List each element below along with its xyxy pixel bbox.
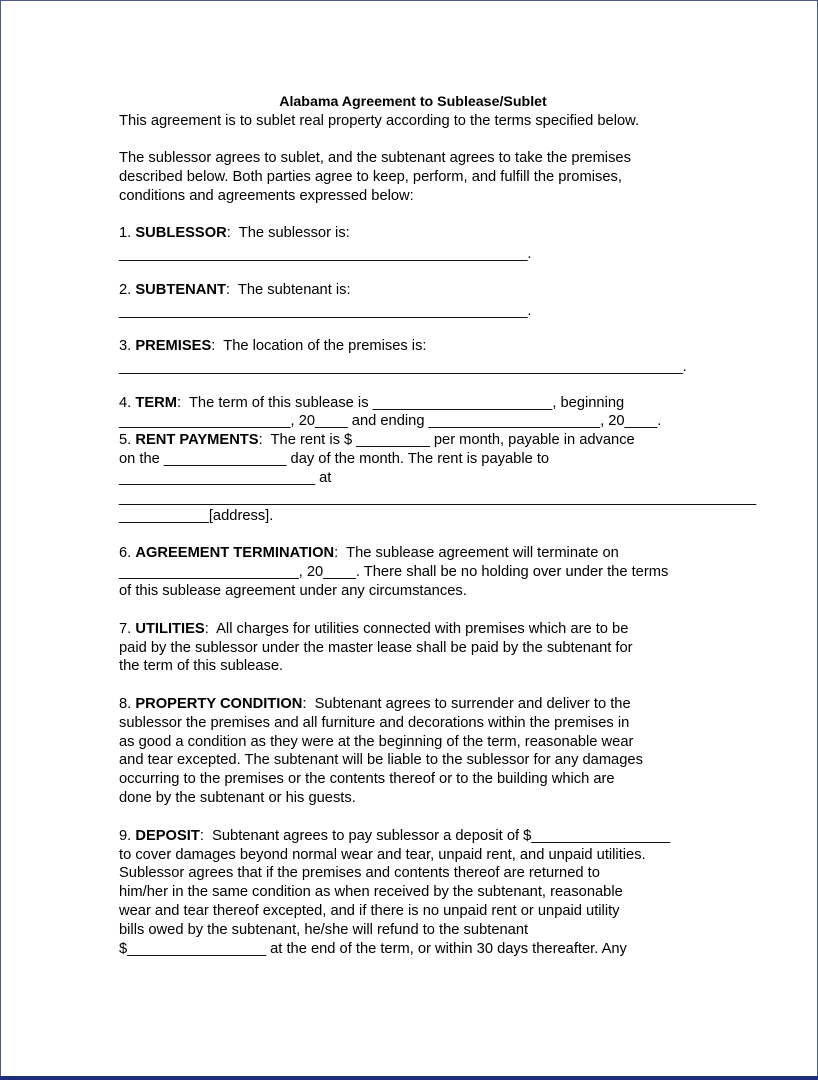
section-text: : All charges for utilities connected with premises which are to be xyxy=(204,621,629,637)
section-text: : The subtenant is: xyxy=(225,282,351,298)
section-heading: TERM xyxy=(135,395,177,411)
section-utilities xyxy=(119,620,628,638)
condition-line: occurring to the premises or the contents thereof or to the building which are xyxy=(119,771,615,787)
deposit-line: Sublessor agrees that if the premises and contents thereof are returned to xyxy=(119,865,600,881)
section-text: : The rent is $ _________ per month, payable in advance xyxy=(258,432,635,448)
section-text: : The sublessor is: xyxy=(226,225,350,241)
deposit-line: wear and tear thereof excepted, and if there is no unpaid rent or unpaid utility xyxy=(119,903,620,919)
page-border-top xyxy=(0,0,818,1)
intro-text: This agreement is to sublet real property according to the terms specified below. xyxy=(119,113,640,129)
condition-line: done by the subtenant or his guests. xyxy=(119,790,356,806)
section-text: : Subtenant agrees to pay sublessor a deposit of $_________________ xyxy=(199,828,671,844)
section-number: 7. xyxy=(119,621,136,637)
deposit-line: $_________________ at the end of the term, or within 30 days thereafter. Any xyxy=(119,941,627,957)
subtenant-blank: __________________________________________________. xyxy=(119,303,532,319)
utilities-line: the term of this sublease. xyxy=(119,658,284,674)
condition-line: sublessor the premises and all furniture and decorations within the premises in xyxy=(119,715,630,731)
premises-blank: _____________________________________________________________________. xyxy=(119,359,687,375)
section-number: 3. xyxy=(119,338,136,354)
section-deposit xyxy=(119,827,670,845)
section-text: : The location of the premises is: xyxy=(211,338,427,354)
rent-line: ________________________ at xyxy=(119,470,332,486)
section-premises xyxy=(119,337,427,355)
rent-address-blank: ______________________________________________________________________________ xyxy=(119,490,757,506)
page-border-left xyxy=(0,0,1,1080)
section-number: 8. xyxy=(119,696,136,712)
deposit-line: to cover damages beyond normal wear and tear, unpaid rent, and unpaid utilities. xyxy=(119,847,646,863)
section-heading: DEPOSIT xyxy=(135,828,200,844)
section-number: 6. xyxy=(119,545,136,561)
section-number: 1. xyxy=(119,225,136,241)
section-heading: SUBLESSOR xyxy=(135,225,227,241)
section-sublessor xyxy=(119,224,350,242)
condition-line: as good a condition as they were at the beginning of the term, reasonable wear xyxy=(119,734,634,750)
section-subtenant xyxy=(119,281,351,299)
section-text: : The sublease agreement will terminate on xyxy=(334,545,619,561)
page-border-bottom xyxy=(0,1076,818,1080)
section-text: : The term of this sublease is ______________________, beginning xyxy=(176,395,625,411)
termination-line: ______________________, 20____. There shall be no holding over under the terms xyxy=(119,564,669,580)
section-number: 2. xyxy=(119,282,136,298)
utilities-line: paid by the sublessor under the master lease shall be paid by the subtenant for xyxy=(119,640,633,656)
section-number: 5. xyxy=(119,432,136,448)
section-heading: SUBTENANT xyxy=(135,282,226,298)
section-heading: PREMISES xyxy=(135,338,212,354)
section-property-condition xyxy=(119,695,631,713)
section-text: : Subtenant agrees to surrender and deliver to the xyxy=(302,696,631,712)
termination-line: of this sublease agreement under any circumstances. xyxy=(119,583,467,599)
rent-line: ___________[address]. xyxy=(119,508,274,524)
section-agreement-termination xyxy=(119,544,619,562)
section-rent-payments xyxy=(119,431,635,449)
document-title: Alabama Agreement to Sublease/Sublet xyxy=(279,94,547,110)
term-line: _____________________, 20____ and ending _____________________, 20____. xyxy=(119,413,662,429)
section-heading: RENT PAYMENTS xyxy=(135,432,259,448)
section-number: 4. xyxy=(119,395,136,411)
paragraph-line: described below. Both parties agree to keep, perform, and fulfill the promises, xyxy=(119,169,622,185)
paragraph-line: conditions and agreements expressed below: xyxy=(119,188,414,204)
section-number: 9. xyxy=(119,828,136,844)
deposit-line: him/her in the same condition as when received by the subtenant, reasonable xyxy=(119,884,623,900)
paragraph-line: The sublessor agrees to sublet, and the subtenant agrees to take the premises xyxy=(119,150,631,166)
rent-line: on the _______________ day of the month. The rent is payable to xyxy=(119,451,550,467)
section-heading: AGREEMENT TERMINATION xyxy=(135,545,335,561)
sublessor-blank: __________________________________________________. xyxy=(119,246,532,262)
section-heading: PROPERTY CONDITION xyxy=(135,696,303,712)
condition-line: and tear excepted. The subtenant will be liable to the sublessor for any damages xyxy=(119,752,643,768)
deposit-line: bills owed by the subtenant, he/she will refund to the subtenant xyxy=(119,922,529,938)
section-term xyxy=(119,394,624,412)
section-heading: UTILITIES xyxy=(135,621,205,637)
